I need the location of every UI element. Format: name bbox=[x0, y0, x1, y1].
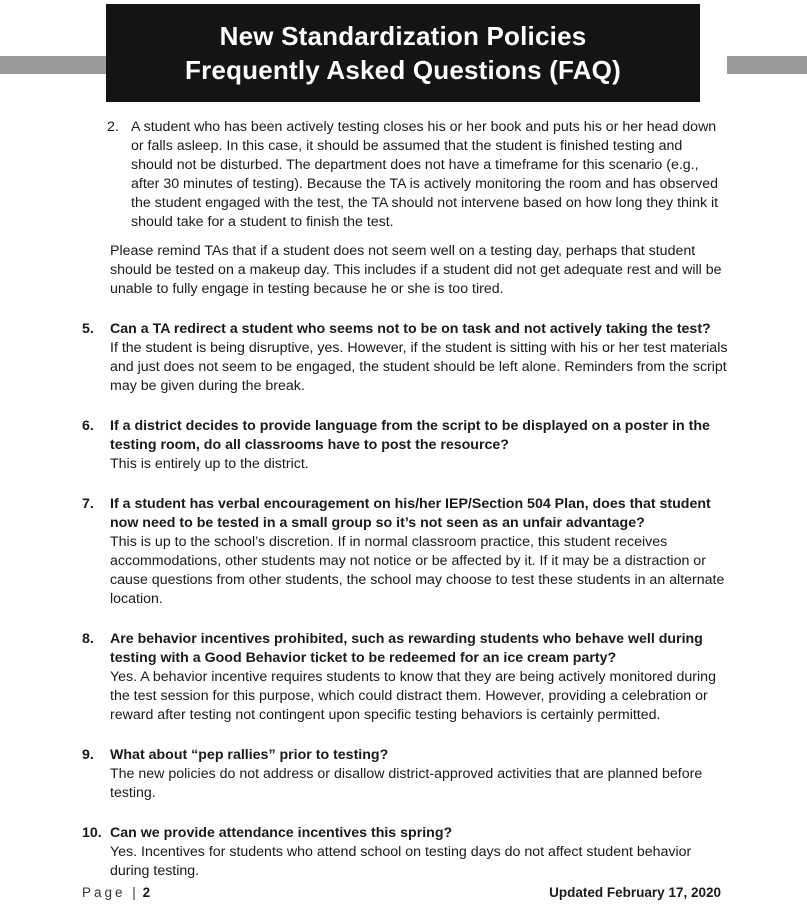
faq-question: What about “pep rallies” prior to testing? bbox=[110, 747, 389, 763]
faq-answer: This is up to the school’s discretion. If in normal classroom practice, this student receives accommodations, other students may not notice or be affected by it. If it may be a distraction or cause questions from other students, the school may choose to test these students in an alternate location. bbox=[110, 534, 725, 607]
title-line-1: New Standardization Policies bbox=[219, 21, 587, 51]
updated-date: Updated February 17, 2020 bbox=[549, 885, 721, 900]
page-label: Page bbox=[82, 885, 126, 900]
title-line-2: Frequently Asked Questions (FAQ) bbox=[185, 55, 621, 85]
faq-answer: Yes. Incentives for students who attend school on testing days do not affect student behavior during testing. bbox=[110, 844, 692, 879]
header-side-bar-left bbox=[0, 56, 110, 74]
faq-number: 5. bbox=[82, 321, 94, 337]
page-indicator bbox=[82, 885, 150, 900]
faq-question: Can a TA redirect a student who seems not to be on task and not actively taking the test? bbox=[110, 321, 711, 337]
faq-answer: If the student is being disruptive, yes. However, if the student is sitting with his or her test materials and just does not seem to be engaged, the student should be left alone. Reminders from the script may be given during the break. bbox=[110, 340, 728, 394]
header-side-bar-right bbox=[727, 56, 807, 74]
faq-question: Are behavior incentives prohibited, such as rewarding students who behave well during testing with a Good Behavior ticket to be redeemed for an ice cream party? bbox=[110, 631, 703, 666]
page-number: 2 bbox=[142, 885, 151, 900]
faq-question: If a student has verbal encouragement on his/her IEP/Section 504 Plan, does that student now need to be tested in a small group so it’s not seen as an unfair advantage? bbox=[110, 496, 711, 531]
faq-number: 9. bbox=[82, 747, 94, 763]
list-item-number: 2. bbox=[107, 119, 119, 135]
document-body bbox=[0, 118, 807, 881]
faq-question: Can we provide attendance incentives this spring? bbox=[110, 825, 453, 841]
faq-number: 7. bbox=[82, 496, 94, 512]
title-banner bbox=[106, 4, 700, 102]
page-separator: | bbox=[132, 885, 136, 900]
faq-item-8 bbox=[82, 630, 732, 725]
faq-answer: This is entirely up to the district. bbox=[110, 456, 309, 472]
faq-item-5 bbox=[82, 320, 732, 396]
faq-number: 10. bbox=[82, 825, 102, 841]
faq-answer: The new policies do not address or disallow district-approved activities that are planned before testing. bbox=[110, 766, 703, 801]
faq-item-10 bbox=[82, 824, 732, 881]
continued-list-item bbox=[107, 118, 727, 232]
faq-item-9 bbox=[82, 746, 732, 803]
faq-number: 6. bbox=[82, 418, 94, 434]
faq-item-6 bbox=[82, 417, 732, 474]
faq-answer: Yes. A behavior incentive requires students to know that they are being actively monitored during the test session for this purpose, which could distract them. However, providing a celebration or reward after testing not contingent upon specific testing behaviors is certainly permitted. bbox=[110, 669, 716, 723]
faq-question: If a district decides to provide language from the script to be displayed on a poster in the testing room, do all classrooms have to post the resource? bbox=[110, 418, 710, 453]
faq-item-7 bbox=[82, 495, 732, 609]
list-item-text: A student who has been actively testing closes his or her book and puts his or her head down or falls asleep. In this case, it should be assumed that the student is finished testing and should not be disturbed. The department does not have a timeframe for this scenario (e.g., after 30 minutes of testing). Because the TA is actively monitoring the room and has observed the student engaged with the test, the TA should not intervene based on how long they think it should take for a student to finish the test. bbox=[131, 119, 719, 230]
faq-number: 8. bbox=[82, 631, 94, 647]
reminder-paragraph: Please remind TAs that if a student does not seem well on a testing day, perhaps that student should be tested on a makeup day. This includes if a student did not get adequate rest and will be unable to fully engage in testing because he or she is too tired. bbox=[110, 243, 722, 297]
